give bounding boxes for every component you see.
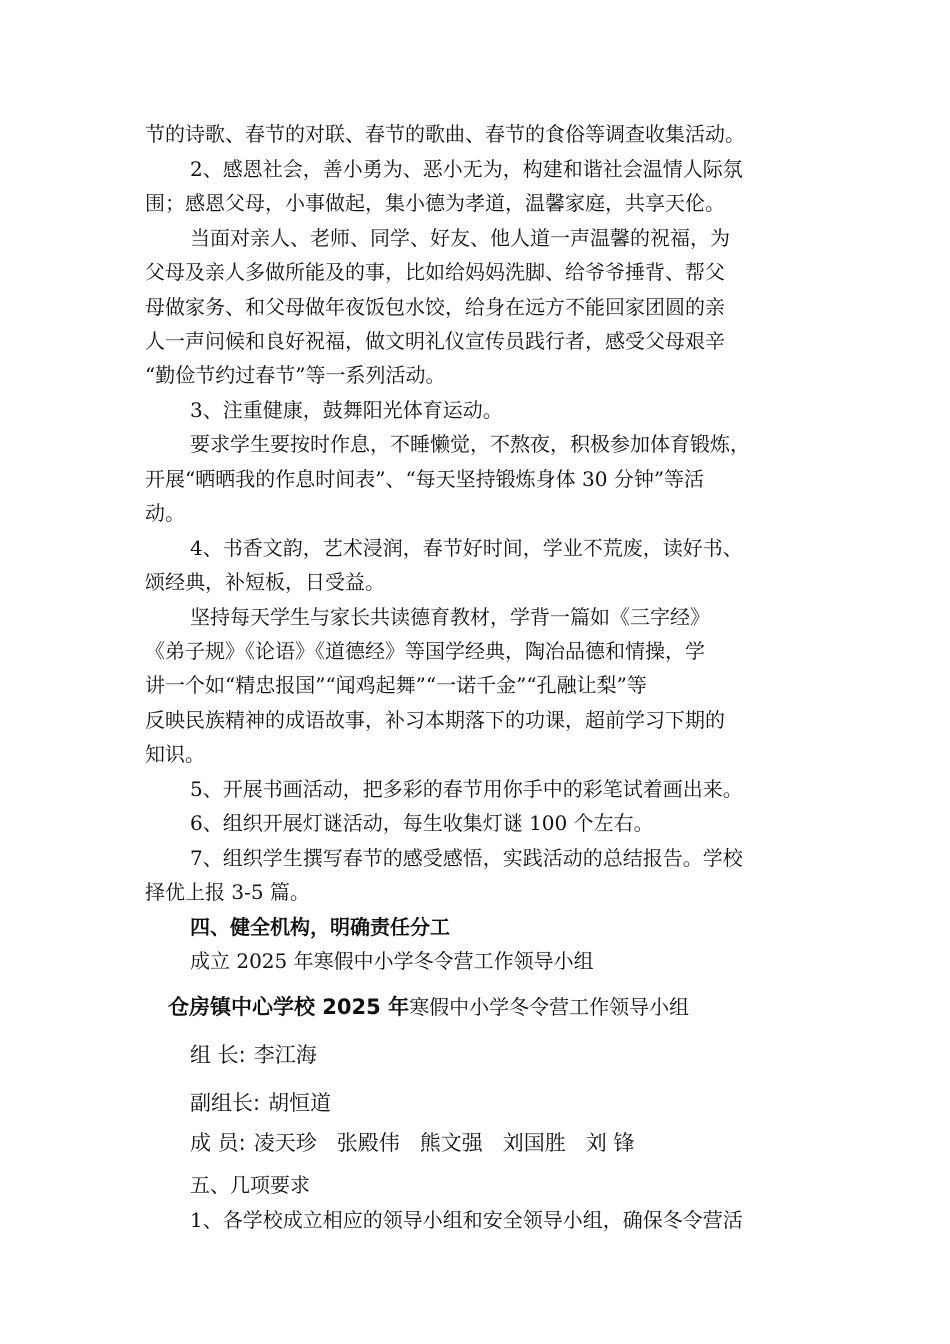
paragraph-line: 《弟子规》《论语》《道德经》等国学经典，陶冶品德和情操，学 — [145, 639, 705, 663]
paragraph-line: 2、感恩社会，善小勇为、恶小无为，构建和谐社会温情人际氛 — [190, 157, 743, 181]
paragraph-line: 3、注重健康，鼓舞阳光体育运动。 — [190, 398, 503, 422]
member-name: 凌天珍 — [253, 1131, 317, 1155]
member-name: 刘 锋 — [585, 1131, 635, 1155]
vice-leader-name: 胡恒道 — [268, 1091, 332, 1115]
leader-name: 李江海 — [253, 1043, 317, 1067]
paragraph-line: 要求学生要按时作息，不睡懒觉，不熬夜，积极参加体育锻炼， — [190, 432, 750, 456]
paragraph-line: 当面对亲人、老师、同学、好友、他人道一声温馨的祝福，为 — [190, 226, 730, 250]
member-name: 刘国胜 — [502, 1131, 566, 1155]
paragraph-line: 7、组织学生撰写春节的感受感悟，实践活动的总结报告。学校 — [190, 846, 743, 870]
paragraph-line: 人一声问候和良好祝福，做文明礼仪宣传员践行者，感受父母艰辛 — [145, 329, 725, 353]
section-intro: 成立 2025 年寒假中小学冬令营工作领导小组 — [190, 949, 594, 973]
member-name: 熊文强 — [419, 1131, 483, 1155]
paragraph-line: 6、组织开展灯谜活动，每生收集灯谜 100 个左右。 — [190, 811, 654, 835]
paragraph-line: “勤俭节约过春节”等一系列活动。 — [145, 363, 446, 387]
paragraph-line: 1、各学校成立相应的领导小组和安全领导小组，确保冬令营活 — [190, 1208, 743, 1232]
paragraph-line: 知识。 — [145, 742, 205, 766]
paragraph-line: 坚持每天学生与家长共读德育教材，学背一篇如《三字经》 — [190, 605, 710, 629]
paragraph-line: 父母及亲人多做所能及的事，比如给妈妈洗脚、给爷爷捶背、帮父 — [145, 260, 725, 284]
members-label: 成 员: — [190, 1131, 246, 1155]
member-name: 张殿伟 — [336, 1131, 400, 1155]
paragraph-line: 讲一个如“精忠报国”“闻鸡起舞”“一诺千金”“孔融让梨”等 — [145, 673, 647, 697]
paragraph-line: 4、书香文韵，艺术浸润，春节好时间，学业不荒废，读好书、 — [190, 536, 743, 560]
paragraph-line: 母做家务、和父母做年夜饭包水饺，给身在远方不能回家团圆的亲 — [145, 295, 725, 319]
paragraph-line: 开展“晒晒我的作息时间表”、“每天坚持锻炼身体 30 分钟”等活 — [145, 467, 705, 491]
section-heading: 五、几项要求 — [190, 1173, 310, 1197]
paragraph-line: 反映民族精神的成语故事，补习本期落下的功课，超前学习下期的 — [145, 708, 725, 732]
paragraph-line: 颂经典，补短板，日受益。 — [145, 570, 385, 594]
paragraph-line: 择优上报 3-5 篇。 — [145, 880, 310, 904]
leader-row — [190, 1042, 870, 1068]
paragraph-line: 5、开展书画活动，把多彩的春节用你手中的彩笔试着画出来。 — [190, 777, 743, 801]
members-row — [190, 1130, 870, 1156]
section-heading: 四、健全机构，明确责任分工 — [190, 915, 450, 939]
paragraph-line: 动。 — [145, 501, 185, 525]
paragraph-line: 围；感恩父母，小事做起，集小德为孝道，温馨家庭，共享天伦。 — [145, 191, 725, 215]
group-title-suffix: 寒假中小学冬令营工作领导小组 — [409, 995, 690, 1019]
vice-leader-row — [190, 1090, 870, 1116]
vice-leader-label: 副组长: — [190, 1091, 261, 1115]
group-title-prefix: 仓房镇中心学校 2025 年 — [168, 995, 410, 1019]
paragraph-line: 节的诗歌、春节的对联、春节的歌曲、春节的食俗等调查收集活动。 — [145, 122, 745, 146]
group-title — [168, 994, 848, 1020]
leader-label: 组 长: — [190, 1043, 246, 1067]
